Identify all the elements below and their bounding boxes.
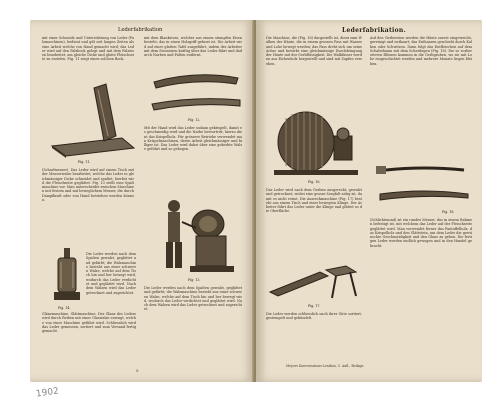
right-page: [256, 20, 482, 382]
fig-13-splitting-machine-illustration: [146, 192, 246, 276]
right-running-head: Lederfabrikation.: [342, 27, 406, 34]
fig-13-caption: Fig. 13.: [188, 278, 201, 282]
right-page-footer: Meyers Konversations-Lexikon, 5. Aufl., Beilage.: [286, 364, 365, 368]
left-col2-text-b: Mit der Hand wird das Leder sodann gekrispelt, damit es geschmeidig wird und die Narbe hervortritt; hierzu dient das Krispelholz. Für grössere Betriebe verwendet man Krispelmaschinen, deren Arbeit gleichmässiger und billiger ist. Das Leder wird dabei über eine gekerbte Walze geführt und so gebogen.: [144, 126, 242, 152]
fig-11-caption: Fig. 11.: [78, 160, 91, 164]
right-col1-text-a: Die Maschine, die (Fig. 16) dargestellt ist, dient zum Walken der Häute, die in einem grossen Fass mit Wasser und Lohe bewegt werden; das Fass dreht sich um seine Achse und bewirkt eine gleichmässige Durchdringung der Häute mit der Gerbflüssigkeit. Die Walkfässer werden aus Eichenholz hergestellt und sind mit Zapfen versehen.: [266, 36, 362, 66]
left-col1-text-d: Glänzmaschine, Glättmaschine. Der Glanz des Leders wird durch Reiben mit einer Glaswalze erzeugt, welche von einer Maschine geführt wird. Schliesslich wird das Leder gemessen, sortiert und zum Versand fertig gemacht.: [42, 312, 136, 334]
pencil-annotation: 1902: [35, 386, 60, 400]
book-spread: [30, 20, 482, 382]
left-col2-text-c: Die Leder werden nach dem Spalten gewalzt, geglättet und gefärbt; die Walzmaschine besteht aus einer schweren Walze, welche auf dem Tisch hin und her bewegt wird, wodurch das Leder verdichtet und geglättet wird. Nach dem Walzen wird das Leder getrocknet und zugerichtet.: [144, 286, 242, 312]
left-page-number: 5: [136, 368, 139, 373]
fig-18-fleshing-knife-illustration: [374, 164, 472, 208]
fig-14-stretching-tool-illustration: [52, 248, 82, 304]
fig-17-stretching-bench-illustration: [266, 262, 364, 302]
fig-14-caption: Fig. 14.: [58, 306, 71, 310]
left-col1-text-c: Die Leder werden nach dem Spalten gewalzt, geglättet und gefärbt; die Walzmaschine besteht aus einer schweren Walze, welche auf dem Tisch hin und her bewegt wird, wodurch das Leder verdichtet und geglättet wird. Nach dem Walzen wird das Leder getrocknet und zugerichtet.: [86, 252, 136, 295]
left-page: [30, 20, 254, 382]
left-running-head: Lederfabrikation: [118, 27, 163, 33]
right-col2-text-a: Auf den Gerbereien werden die Häute zuerst eingeweicht, gereinigt und enthaart; das Enthaaren geschieht durch Kalken oder Schwitzen. Dann folgt das Entfleischen auf dem Schabebaum mit dem Scherdegen (Fig. 18). Die so vorbereiteten Blössen kommen in die Gerbgruben, wo sie mit Lohe eingeschichtet werden und mehrere Monate liegen bleiben.: [370, 36, 472, 66]
left-col1-text-a: mit einer Schneide und Unterstützung von Leder (Falzmaschinen), bedient und gilt seit langen Zeiten als eine Arbeit welche von Hand gemacht wird; das Leder wird auf den Falzbock gelegt und mit dem Falzeisen bearbeitet, um gleiche Dicke und glatte Fleischseite zu erzielen. Fig. 11 zeigt einen solchen Bock.: [42, 36, 134, 62]
fig-11-falzbock-illustration: [44, 78, 136, 158]
right-col2-text-b: (Schlichtmond) ist ein rundes Messer, das in einem Rahmen befestigt ist, mit welchem das Leder auf der Fleischseite geglättet wird. Man verwendet ferner das Pantoffelholz, das Krispelholz und den Glättstein, um dem Leder die gewünschte Geschmeidigkeit und den Glanz zu geben. Die fertigen Leder werden endlich gewogen und in den Handel gebracht.: [370, 218, 472, 248]
fig-17-caption: Fig. 17.: [308, 304, 321, 308]
right-col1-text-b: Das Leder wird nach dem Gerben ausgereckt, gewalzt und getrocknet, wobei eine grosse Sorgfalt nötig ist, damit es nicht reisst. Die Ausreckmaschine (Fig. 17) besteht aus einem Tisch und einer bewegten Klinge. Der Arbeiter führt das Leder unter die Klinge und glättet so die Oberfläche.: [266, 188, 362, 214]
fig-16-tanning-drum-illustration: [268, 106, 364, 178]
left-col2-text-a: mit dem Blankstoss, welcher aus einem stumpfen Eisen besteht, das in einen Holzgriff gefasst ist. Die Arbeit wird auf einer glatten Tafel ausgeführt, indem der Arbeiter mit dem Stosseisen kräftig über das Leder fährt und dadurch Narben und Falten entfernt.: [144, 36, 242, 58]
fig-12-scraping-knife-illustration: [148, 64, 244, 116]
fig-18-caption: Fig. 18.: [442, 210, 455, 214]
fig-16-caption: Fig. 16.: [308, 180, 321, 184]
fig-12-caption: Fig. 12.: [188, 118, 201, 122]
right-col1-text-c: Die Leder werden schliesslich nach ihrer Güte sortiert, gestempelt und gebündelt.: [266, 312, 362, 321]
left-col1-text-b: (Scharfmesser). Das Leder wird auf einem Tisch mit der Messerwalze bearbeitet, welche das Leder in gleichmässiger Dicke schneidet und spaltet; hierbei wird die Fleischseite geglättet. Fig. 13 stellt eine Spaltmaschine vor. Man unterscheidet zwischen Maschinen mit festem und mit beweglichem Messer, die durch Dampfkraft oder von Hand betrieben werden können.: [42, 168, 134, 203]
